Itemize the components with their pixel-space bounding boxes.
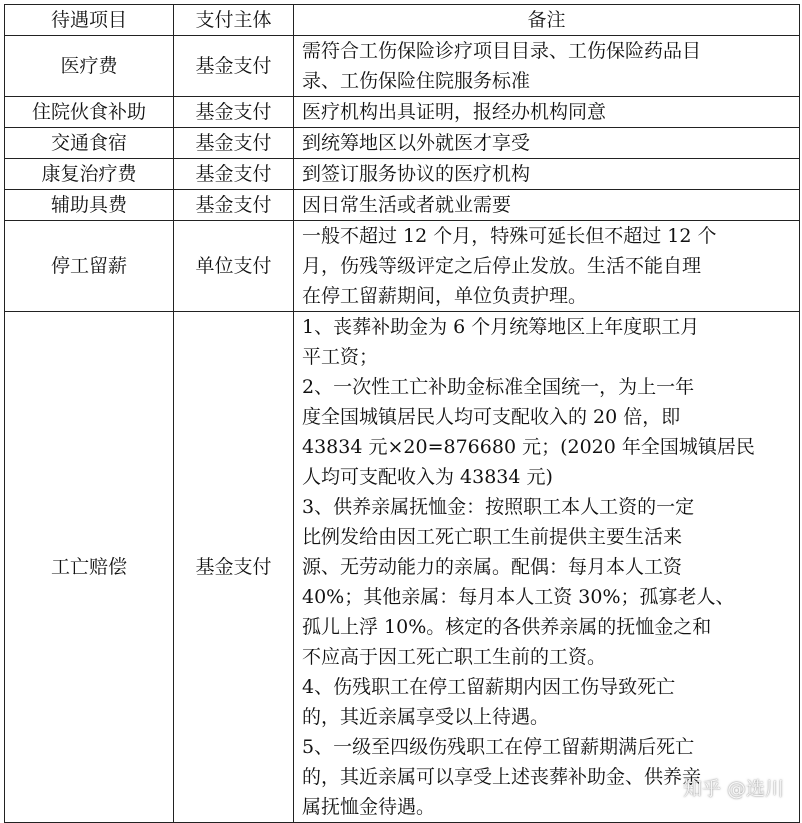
note-line: 月，伤残等级评定之后停止发放。生活不能自理 [302,255,702,277]
table-row [5,97,800,128]
note-line: 属抚恤金待遇。 [302,796,436,818]
row-payer: 基金支付 [174,159,294,190]
row-payer: 单位支付 [174,221,294,312]
row-note [294,36,800,97]
header-note: 备注 [294,5,800,36]
table-row [5,36,800,97]
note-line: 的，其近亲属享受以上待遇。 [302,706,550,728]
row-item: 辅助具费 [5,190,174,221]
note-line: 人均可支配收入为 43834 元) [302,466,553,488]
note-line: 孤儿上浮 10%。核定的各供养亲属的抚恤金之和 [302,616,712,638]
row-payer: 基金支付 [174,36,294,97]
note-line: 的，其近亲属可以享受上述丧葬补助金、供养亲 [302,766,702,788]
header-item: 待遇项目 [5,5,174,36]
row-item: 交通食宿 [5,128,174,159]
row-note [294,190,800,221]
benefits-table [4,4,800,823]
table-row [5,221,800,312]
row-item: 医疗费 [5,36,174,97]
note-line: 2、一次性工亡补助金标准全国统一，为上一年 [302,376,695,398]
table-row [5,128,800,159]
note-line: 在停工留薪期间，单位负责护理。 [302,285,588,307]
note-line: 源、无劳动能力的亲属。配偶：每月本人工资 [302,556,683,578]
table-row [5,312,800,823]
row-note [294,159,800,190]
row-note [294,312,800,823]
note-line: 比例发给由因工死亡职工生前提供主要生活来 [302,526,683,548]
note-line: 3、供养亲属抚恤金：按照职工本人工资的一定 [302,496,695,518]
note-line: 需符合工伤保险诊疗项目目录、工伤保险药品目 [302,40,702,62]
note-line: 40%；其他亲属：每月本人工资 30%；孤寡老人、 [302,586,735,608]
note-line: 医疗机构出具证明，报经办机构同意 [302,101,607,123]
note-line: 因日常生活或者就业需要 [302,194,512,216]
table-row [5,159,800,190]
note-line: 43834 元×20=876680 元；(2020 年全国城镇居民 [302,436,755,458]
row-note [294,221,800,312]
note-line: 一般不超过 12 个月，特殊可延长但不超过 12 个 [302,225,717,247]
row-note [294,128,800,159]
row-payer: 基金支付 [174,128,294,159]
note-line: 4、伤残职工在停工留薪期内因工伤导致死亡 [302,676,676,698]
note-line: 录、工伤保险住院服务标准 [302,70,531,92]
note-line: 不应高于因工死亡职工生前的工资。 [302,646,607,668]
note-line: 到统筹地区以外就医才享受 [302,132,531,154]
watermark-text: 知乎 @选川 [682,778,784,800]
note-line: 平工资； [302,346,379,368]
row-item: 停工留薪 [5,221,174,312]
note-line: 度全国城镇居民人均可支配收入的 20 倍，即 [302,406,681,428]
note-line: 到签订服务协议的医疗机构 [302,163,531,185]
row-payer: 基金支付 [174,190,294,221]
table-header-row [5,5,800,36]
row-payer: 基金支付 [174,312,294,823]
row-note [294,97,800,128]
header-payer: 支付主体 [174,5,294,36]
row-item: 住院伙食补助 [5,97,174,128]
row-item: 工亡赔偿 [5,312,174,823]
row-item: 康复治疗费 [5,159,174,190]
note-line: 1、丧葬补助金为 6 个月统筹地区上年度职工月 [302,316,700,338]
table-row [5,190,800,221]
note-line: 5、一级至四级伤残职工在停工留薪期满后死亡 [302,736,695,758]
row-payer: 基金支付 [174,97,294,128]
